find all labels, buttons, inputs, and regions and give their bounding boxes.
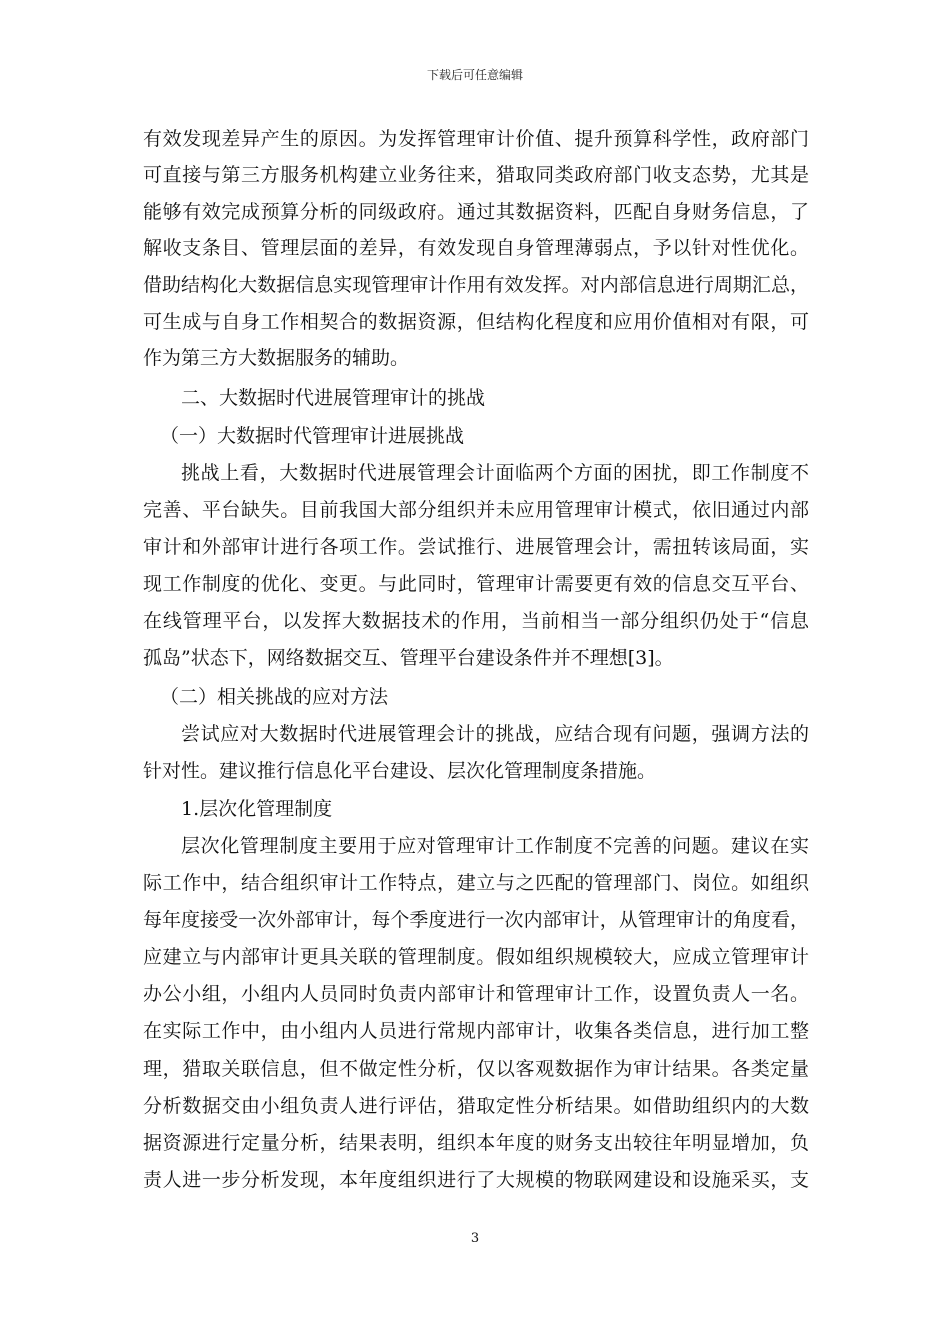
- text-line: 尝试应对大数据时代进展管理会计的挑战，应结合现有问题，强调方法的: [181, 723, 809, 745]
- text-line: 有效发现差异产生的原因。为发挥管理审计价值、提升预算科学性，政府部门: [143, 128, 809, 150]
- text-line: 可生成与自身工作相契合的数据资源，但结构化程度和应用价值相对有限，可: [143, 311, 809, 333]
- text-line: 能够有效完成预算分析的同级政府。通过其数据资料，匹配自身财务信息，了: [143, 201, 809, 223]
- text-line: 分析数据交由小组负责人进行评估，猎取定性分析结果。如借助组织内的大数: [143, 1095, 809, 1117]
- text-line: 在线管理平台，以发挥大数据技术的作用，当前相当一部分组织仍处于“信息: [143, 610, 809, 632]
- text-line: 借助结构化大数据信息实现管理审计作用有效发挥。对内部信息进行周期汇总，: [143, 274, 809, 296]
- text-line: 可直接与第三方服务机构建立业务往来，猎取同类政府部门收支态势，尤其是: [143, 164, 809, 186]
- text-line: 层次化管理制度主要用于应对管理审计工作制度不完善的问题。建议在实: [181, 835, 809, 857]
- text-line: 据资源进行定量分析，结果表明，组织本年度的财务支出较往年明显增加，负: [143, 1132, 809, 1154]
- text-line: 在实际工作中，由小组内人员进行常规内部审计，收集各类信息，进行加工整: [143, 1020, 809, 1042]
- subsection-heading: （二）相关挑战的应对方法: [160, 686, 389, 708]
- text-line: 针对性。建议推行信息化平台建设、层次化管理制度条措施。: [143, 760, 657, 782]
- text-line: 办公小组，小组内人员同时负责内部审计和管理审计工作，设置负责人一名。: [143, 983, 809, 1005]
- text-line: 解收支条目、管理层面的差异，有效发现自身管理薄弱点，予以针对性优化。: [143, 237, 809, 259]
- text-line: 际工作中，结合组织审计工作特点，建立与之匹配的管理部门、岗位。如组织: [143, 872, 809, 894]
- text-line: 每年度接受一次外部审计，每个季度进行一次内部审计，从管理审计的角度看，: [143, 909, 809, 931]
- text-line: 作为第三方大数据服务的辅助。: [143, 347, 410, 369]
- text-line: 理，猎取关联信息，但不做定性分析，仅以客观数据作为审计结果。各类定量: [143, 1058, 809, 1080]
- text-line: 完善、平台缺失。目前我国大部分组织并未应用管理审计模式，依旧通过内部: [143, 499, 809, 521]
- text-line: 审计和外部审计进行各项工作。尝试推行、进展管理会计，需扭转该局面，实: [143, 536, 809, 558]
- page-header: 下载后可任意编辑: [426, 68, 523, 82]
- text-line: 应建立与内部审计更具关联的管理制度。假如组织规模较大，应成立管理审计: [143, 946, 809, 968]
- page-number: 3: [470, 1231, 480, 1246]
- text-line: 孤岛”状态下，网络数据交互、管理平台建设条件并不理想[3]。: [143, 647, 674, 669]
- subsection-heading: 1.层次化管理制度: [181, 798, 333, 820]
- text-line: 责人进一步分析发现，本年度组织进行了大规模的物联网建设和设施采买，支: [143, 1169, 809, 1191]
- subsection-heading: （一）大数据时代管理审计进展挑战: [160, 425, 465, 447]
- text-line: 现工作制度的优化、变更。与此同时，管理审计需要更有效的信息交互平台、: [143, 573, 809, 595]
- section-heading: 二、大数据时代进展管理审计的挑战: [181, 387, 486, 409]
- text-line: 挑战上看，大数据时代进展管理会计面临两个方面的困扰，即工作制度不: [181, 462, 809, 484]
